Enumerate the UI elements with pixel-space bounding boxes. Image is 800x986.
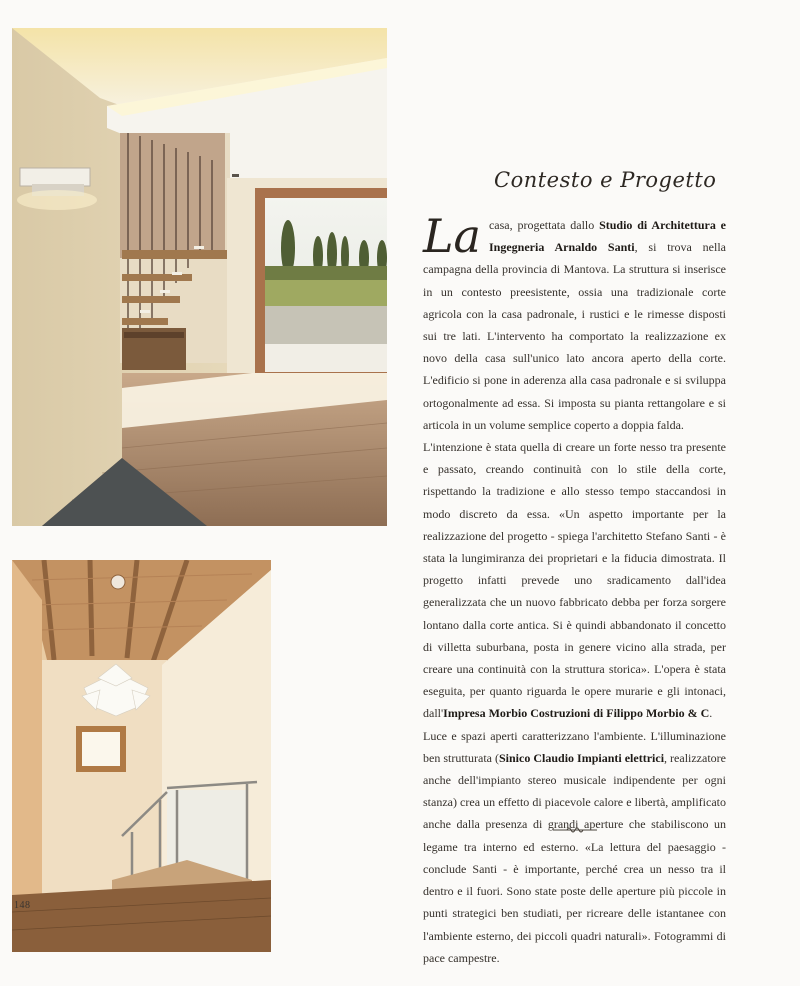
firm-name-impresa: Impresa Morbio Costruzioni di Filippo Morbio & C	[443, 706, 710, 721]
interior-photo-living-illustration	[12, 28, 387, 526]
interior-photo-stairwell	[12, 560, 271, 952]
interior-photo-stairwell-illustration	[12, 560, 271, 952]
end-ornament	[553, 822, 597, 840]
firm-name-studio: Studio di Architettura e Ingegneria Arnaldo Santi	[488, 218, 726, 255]
article-paragraph: casa, progettata dallo Studio di Architettura e Ingegneria Arnaldo Santi, si trova nella campagna della provincia di Mantova. La struttura si inserisce in un contesto preesistente, ossia una tradizionale corte agricola con la casa padronale, i rustici e le rimesse disposti sui tre lati. L'intervento ha comportato la realizzazione ex novo della casa sull'unico lato ancora aperto della corte. L'edificio si pone in aderenza alla casa padronale e si sviluppa ortogonalmente ad essa. Si imposta su pianta rettangolare e si articola in un volume semplice coperto a doppia falda.	[423, 218, 726, 432]
firm-name-sinico: Sinico Claudio Impianti elettrici	[499, 750, 665, 765]
drop-cap: La	[423, 209, 481, 263]
interior-photo-living	[12, 28, 387, 526]
article-paragraph: Luce e spazi aperti caratterizzano l'ambiente. L'illuminazione ben strutturata (Sinico Claudio Impianti elettrici, realizzatore anche dell'impianto stereo musicale indipendente per ogni stanza) crea un effetto di piacevole calore e libertà, amplificato anche dalla presenza di grandi aperture che stabiliscono un legame tra interno ed esterno. «La lettura del paesaggio - conclude Santi - è importante, perché crea un nesso tra il dentro e il fuori. Sono state poste delle aperture più piccole in punti strategici ben studiati, per ricreare delle istantanee con l'ambiente esterno, dei piccoli quadri naturali». Fotogrammi di pace campestre.	[423, 728, 726, 965]
page-number: 148	[14, 900, 31, 911]
section-title: Contesto e Progetto	[494, 168, 717, 192]
article-body	[423, 209, 726, 969]
article-paragraph: L'intenzione è stata quella di creare un forte nesso tra presente e passato, creando continuità con lo stile della corte, rispettando la tradizione e allo stesso tempo staccandosi in modo discreto da essa. «Un aspetto importante per la realizzazione del progetto - spiega l'architetto Stefano Santi - è stata la lungimiranza dei proprietari e la fiducia dimostrata. Il progetto infatti prevede uno sradicamento dall'idea generalizzata che un nuovo fabbricato debba per forza sorgere lontano dalla corte antica. Si è quindi abbandonato il concetto di villetta suburbana, posta in genere vicino alla strada, per creare una continuità con la struttura storica». L'opera è stata eseguita, per quanto riguarda le opere murarie e gli intonaci, dall'Impresa Morbio Costruzioni di Filippo Morbio & C.	[423, 440, 726, 721]
